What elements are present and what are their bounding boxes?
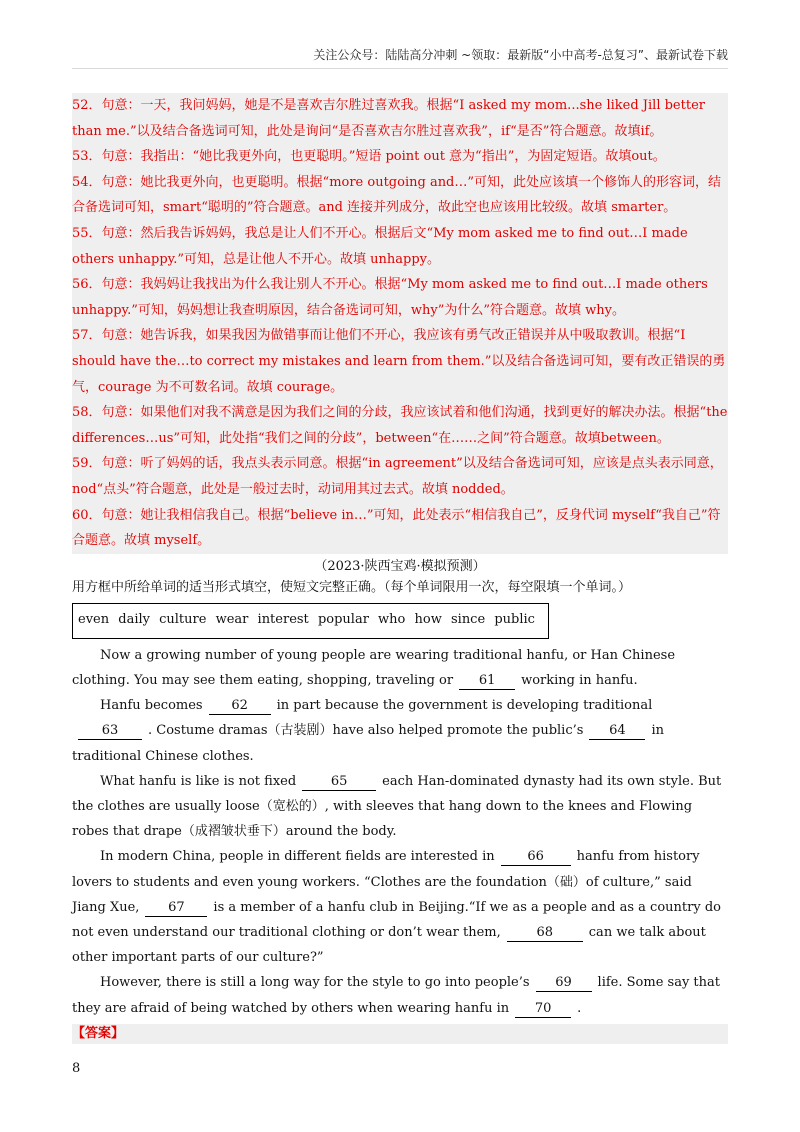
question-source: （2023·陕西宝鸡·模拟预测） (314, 558, 486, 574)
question-instruction: 用方框中所给单词的适当形式填空，使短文完整正确。（每个单词限用一次，每空限填一个单词。） (72, 579, 632, 595)
word-box-item: wear (215, 611, 249, 627)
page-header: 关注公众号：陆陆高分冲刺 ~领取：最新版“小中高考-总复习”、最新试卷下载 (313, 48, 728, 62)
answer-explanations (72, 93, 728, 554)
blank-68[interactable]: 68 (507, 925, 583, 942)
answer-57: 57．句意：她告诉我，如果我因为做错事而让他们不开心，我应该有勇气改正错误并从中吸取教训。根据“I should have the…to correct my mistakes and learn from them.”以及结合备选词可知，要有改正错误的勇气，courage 为不可数名词。故填 courage。 (72, 323, 728, 400)
blank-66[interactable]: 66 (501, 849, 571, 866)
blank-61[interactable]: 61 (459, 673, 515, 690)
passage-paragraph-5: However, there is still a long way for the style to go into people’s 69 life. Some say that they are afraid of being watched by others when wearing hanfu in 70 . (72, 975, 720, 1016)
word-box (72, 603, 549, 639)
blank-63[interactable]: 63 (78, 723, 142, 740)
answer-54: 54．句意：她比我更外向，也更聪明。根据“more outgoing and…”可知，此处应该填一个修饰人的形容词，结合备选词可知，smart“聪明的”符合题意。and 连接并列成分，故此空也应该用比较级。故填 smarter。 (72, 170, 728, 221)
answer-56: 56．句意：我妈妈让我找出为什么我让别人不开心。根据“My mom asked me to find out…I made others unhappy.”可知，妈妈想让我查明原因，结合备选词可知，why”为什么”符合题意。故填 why。 (72, 272, 728, 323)
word-box-item: popular (317, 611, 369, 627)
blank-70[interactable]: 70 (515, 1001, 571, 1018)
cloze-passage (72, 643, 728, 1021)
header-divider (72, 68, 728, 69)
passage-paragraph-1: Now a growing number of young people are wearing traditional hanfu, or Han Chinese clothing. You may see them eating, shopping, traveling or 61 working in hanfu. (72, 647, 676, 688)
word-box-item: even (78, 611, 110, 627)
blank-62[interactable]: 62 (209, 698, 271, 715)
word-box-item: daily (118, 611, 150, 627)
passage-paragraph-2: Hanfu becomes 62 in part because the government is developing traditional63 . Costume dramas（古装剧）have also helped promote the public’s 64 in traditional Chinese clothes. (72, 698, 664, 764)
answer-55: 55．句意：然后我告诉妈妈，我总是让人们不开心。根据后文“My mom asked me to find out…I made others unhappy.”可知，总是让他人不开心。故填 unhappy。 (72, 221, 728, 272)
answer-label: 【答案】 (72, 1024, 728, 1044)
answer-58: 58．句意：如果他们对我不满意是因为我们之间的分歧，我应该试着和他们沟通，找到更好的解决办法。根据“the differences…us”可知，此处指“我们之间的分歧”，between“在……之间”符合题意。故填between。 (72, 400, 728, 451)
blank-69[interactable]: 69 (536, 975, 592, 992)
answer-52: 52．句意：一天，我问妈妈，她是不是喜欢吉尔胜过喜欢我。根据“I asked my mom...she liked Jill better than me.”以及结合备选词可知，此处是询问“是否喜欢吉尔胜过喜欢我”，if“是否”符合题意。故填if。 (72, 93, 728, 144)
word-box-item: interest (257, 611, 309, 627)
blank-67[interactable]: 67 (145, 900, 207, 917)
blank-65[interactable]: 65 (302, 774, 376, 791)
answer-53: 53．句意：我指出：“她比我更外向，也更聪明。”短语 point out 意为“指出”，为固定短语。故填out。 (72, 144, 728, 170)
answer-59: 59．句意：听了妈妈的话，我点头表示同意。根据“in agreement”以及结合备选词可知，应该是点头表示同意，nod“点头”符合题意，此处是一般过去时，动词用其过去式。故填 nodded。 (72, 451, 728, 502)
word-box-item: who (378, 611, 406, 627)
word-box-item: culture (159, 611, 207, 627)
answer-60: 60．句意：她让我相信我自己。根据“believe in…”可知，此处表示“相信我自己”，反身代词 myself“我自己”符合题意。故填 myself。 (72, 503, 728, 554)
passage-paragraph-4: In modern China, people in different fields are interested in 66 hanfu from history lovers to students and even young workers. “Clothes are the foundation（础）of culture,” said Jiang Xue, 67 is a member of a hanfu club in Beijing.“If we as a people and as a country do not even understand our traditional clothing or don’t wear them, 68 can we talk about other important parts of our culture?” (72, 849, 721, 966)
word-box-item: how (414, 611, 442, 627)
page-content (72, 93, 728, 1044)
blank-64[interactable]: 64 (589, 723, 645, 740)
word-box-item: public (494, 611, 535, 627)
page-number: 8 (72, 1061, 81, 1076)
passage-paragraph-3: What hanfu is like is not fixed 65 each Han-dominated dynasty had its own style. But the clothes are usually loose（宽松的）, with sleeves that hang down to the knees and Flowing robes that drape（成褶皱状垂下）around the body. (72, 773, 722, 840)
word-box-item: since (450, 611, 486, 627)
